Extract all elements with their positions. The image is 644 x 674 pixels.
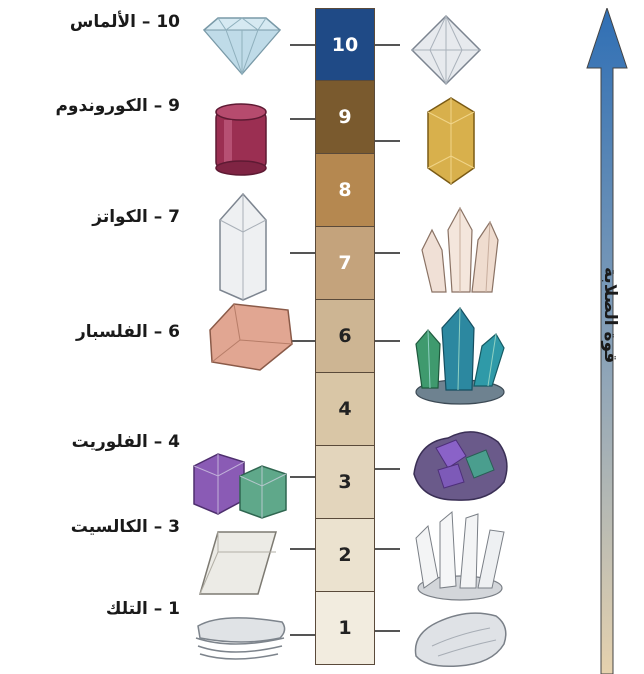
scale-cell-1: [315, 592, 375, 665]
scale-value: 6: [338, 325, 352, 347]
fluorite-cubes-icon: [188, 448, 292, 520]
hardness-scale-column: [315, 8, 375, 665]
scale-cell-7: [315, 227, 375, 300]
calcite-rhomb-icon: [196, 528, 280, 598]
calcite-cluster-icon: [410, 508, 510, 602]
scale-cell-3: [315, 446, 375, 519]
tick-right: [375, 252, 400, 254]
label-diamond: 10 – الألماس: [69, 12, 180, 32]
diamond-gem-icon: [196, 16, 288, 76]
quartz-cluster-icon: [412, 200, 508, 296]
tick-right: [375, 140, 400, 142]
label-talc: 1 – التلك: [105, 599, 180, 619]
tick-left: [290, 548, 315, 550]
scale-value: 8: [338, 179, 352, 201]
emerald-cluster-icon: [408, 304, 512, 408]
label-corundum: 9 – الكوروندوم: [55, 96, 180, 116]
tick-right: [375, 340, 400, 342]
label-quartz: 7 – الكواتز: [92, 207, 180, 227]
scale-value: 9: [338, 106, 352, 128]
tick-left: [290, 252, 315, 254]
vertical-axis-label: قوة الصلابة: [600, 266, 620, 364]
scale-value: 10: [331, 33, 359, 56]
tick-left: [290, 634, 315, 636]
scale-cell-9: [315, 81, 375, 154]
tick-left: [290, 44, 315, 46]
feldspar-rock-icon: [200, 296, 296, 374]
tick-left: [290, 118, 315, 120]
label-feldspar: 6 – الفلسبار: [76, 322, 180, 342]
topaz-crystal-icon: [424, 96, 478, 186]
scale-value: 2: [338, 544, 352, 566]
tick-right: [375, 468, 400, 470]
quartz-crystal-icon: [214, 192, 272, 302]
corundum-crystal-icon: [210, 100, 272, 178]
scale-cell-2: [315, 519, 375, 592]
tick-left: [290, 476, 315, 478]
scale-cell-10: [315, 8, 375, 81]
label-fluorite: 4 – الفلوريت: [71, 432, 180, 452]
scale-cell-8: [315, 154, 375, 227]
label-calcite: 3 – الكالسيت: [70, 517, 180, 537]
scale-value: 7: [338, 252, 352, 274]
tick-right: [375, 44, 400, 46]
talc-layers-icon: [192, 612, 290, 664]
scale-value: 1: [338, 617, 352, 639]
scale-cell-4: [315, 373, 375, 446]
scale-cell-6: [315, 300, 375, 373]
octahedron-diamond-icon: [410, 14, 482, 86]
scale-value: 4: [338, 398, 352, 420]
tick-right: [375, 548, 400, 550]
fluorite-cluster-icon: [408, 420, 512, 506]
scale-value: 3: [338, 471, 352, 493]
talc-rock-icon: [408, 606, 512, 670]
tick-right: [375, 630, 400, 632]
